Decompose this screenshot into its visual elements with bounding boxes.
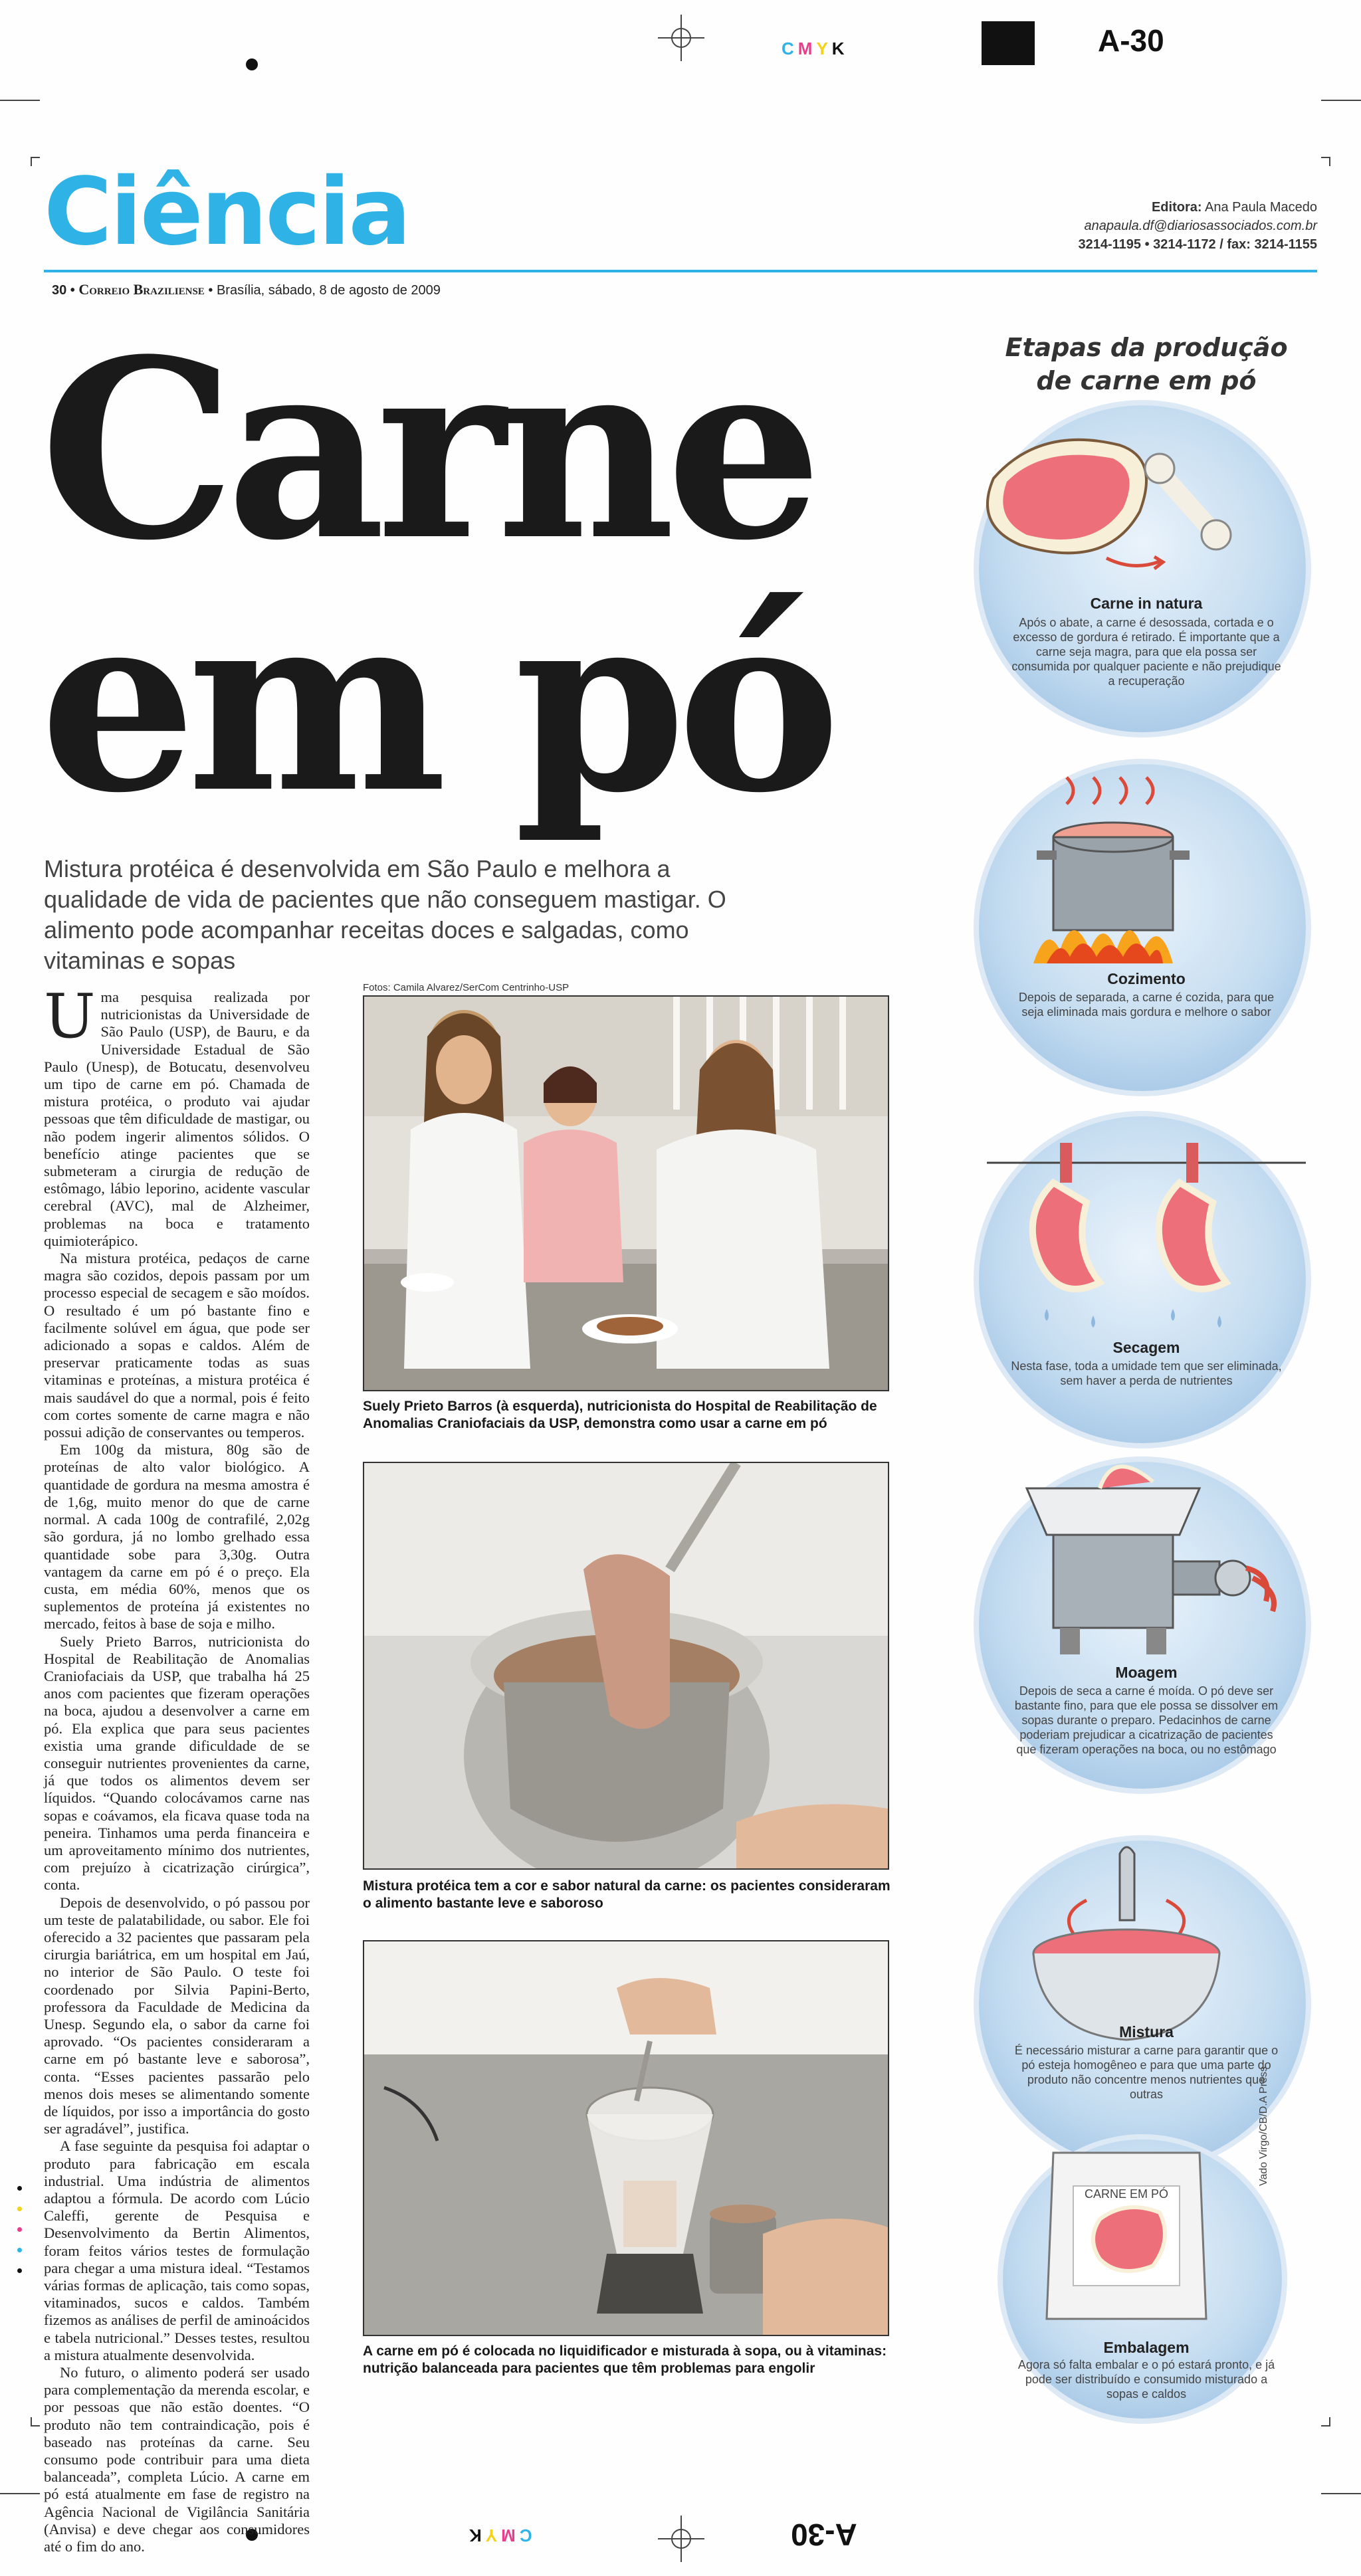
date: • Brasília, sábado, 8 de agosto de 2009: [208, 283, 441, 298]
registration-mark-icon: [658, 2516, 704, 2562]
step-cozimento: [960, 764, 1332, 1096]
cooking-pot-icon: [960, 764, 1332, 1096]
grinder-icon: [960, 1462, 1332, 1821]
paragraph: No futuro, o alimento poderá ser usado para complementação da merenda escolar, e por pessoas que não estão doentes. “O produto não tem contraindicação, pois é baseado nas proteínas da carne. Seu consumo pode contribuir para uma dieta balanceada”, completa Lúcio. A carne em pó está atualmente em fase de registro na Agência Nacional de Vigilância Sanitária (Anvisa) e deve chegar aos consumidores até o fim do ano.: [44, 2364, 310, 2555]
paragraph: Suely Prieto Barros, nutricionista do Hospital de Reabilitação de Anomalias Craniofaciais da USP, que trabalha há 25 anos com pacientes que fizeram operações na boca, ajudou a desenvolver a carne em pó. Ela explica que para seus pacientes existia uma grande dificuldade de se conseguir nutrientes provenientes da carne, já que todos os alimentos devem ser líquidos. “Quando colocávamos carne nas sopas e coávamos, ela ficava quase toda na peneira. Tinhamos uma perda financeira e um aproveitamento mínimo dos nutrientes, com prejuízo à cicatrização cirúrgica”, conta.: [44, 1633, 310, 1894]
step-text: É necessário misturar a carne para garantir que o pó esteja homogêneo e para que uma parte do produto não concentre menos nutrientes que outras: [1014, 2044, 1279, 2101]
editor-phones: 3214-1195 • 3214-1172 / fax: 3214-1155: [1078, 237, 1317, 252]
cmyk-k: K: [831, 39, 849, 58]
step-text: Após o abate, a carne é desossada, cortada e o excesso de gordura é retirado. É importante que a carne seja magra, para que ela possa ser consumida por qualquer paciente e não prejudique a recuperação: [1011, 616, 1281, 688]
step-title: Carne in natura: [1090, 595, 1203, 612]
paragraph-text: ma pesquisa realizada por nutricionistas da Universidade de São Paulo (USP), de Bauru, e da Universidade Estadual de São Paulo (Unesp), de Botucatu, desenvolveu um tipo de carne em pó. Chamada de mistura protéica, o produto vai ajudar pessoas que têm dificuldade de mastigar, ou não podem ingerir alimentos sólidos. O benefício atinge pacientes que se submeteram a cirurgia de redução de estômago, lábio leporino, acidente vascular cerebral (AVC), mal de Alzheimer, problemas na boca e tratamento quimioterápico.: [44, 989, 310, 1249]
color-bar-black: [982, 21, 1035, 65]
crop-mark: [0, 100, 40, 101]
headline-line-2: em pó: [40, 559, 832, 847]
step-embalagem: [960, 2139, 1332, 2425]
cmyk-marks-bottom: [465, 2525, 532, 2545]
crop-mark: [31, 157, 40, 158]
editor-line: [1078, 198, 1317, 217]
photo-nutritionists: [363, 995, 889, 1391]
section-title: Ciência: [44, 158, 409, 266]
step-mistura: [960, 1840, 1332, 2173]
step-moagem: [960, 1462, 1332, 1821]
side-marks: [17, 2186, 23, 2279]
step-secagem: [960, 1116, 1332, 1448]
editor-label: Editora:: [1151, 200, 1202, 215]
drop-cap: U: [44, 981, 96, 1052]
page-label-bottom: A-30: [791, 2518, 857, 2552]
registration-mark-icon: [658, 15, 704, 61]
editor-email: anapaula.df@diariosassociados.com.br: [1084, 219, 1317, 233]
page-label-top: A-30: [1098, 23, 1164, 58]
photo-caption-2: Mistura protéica tem a cor e sabor natural da carne: os pacientes consideraram o alimento bastante leve e saboroso: [363, 1878, 890, 1911]
photo-caption-1: Suely Prieto Barros (à esquerda), nutricionista do Hospital de Reabilitação de Anomalias Craniofaciais da USP, demonstra como usar a carne em pó: [363, 1399, 877, 1431]
headline-line-1: Carne: [40, 306, 813, 595]
crop-mark: [1321, 100, 1361, 101]
cmyk-c: C: [782, 39, 798, 58]
step-title: Moagem: [1115, 1664, 1178, 1681]
step-title: Secagem: [1112, 1339, 1180, 1356]
photo-powder-illustration: [364, 1463, 888, 1868]
crop-mark: [0, 2493, 40, 2494]
cmyk-marks: [782, 39, 849, 59]
cmyk-m: M: [797, 39, 817, 58]
step-title: Mistura: [1119, 2023, 1174, 2040]
package-label: CARNE EM PÓ: [1084, 2187, 1169, 2201]
newspaper-name: Correio Braziliense: [78, 281, 205, 298]
infographic: [960, 319, 1332, 2425]
crop-mark: [31, 2425, 40, 2427]
step-text: Depois de separada, a carne é cozida, para que seja eliminada mais gordura e melhore o sabor: [1018, 991, 1275, 1019]
photo-nutritionists-illustration: [364, 997, 888, 1390]
infographic-title-line-2: de carne em pó: [1036, 366, 1257, 395]
photo-blender-illustration: [364, 1941, 888, 2335]
page-number: 30 •: [52, 283, 75, 298]
editor-box: [1078, 198, 1317, 254]
step-text: Depois de seca a carne é moída. O pó deve ser bastante fino, para que ele possa se dissolver em sopas durante o preparo. Pedacinhos de carne poderiam prejudicar a cicatrização de pacientes que fizeram operações na boca, ou no estômago: [1014, 1684, 1279, 1756]
crop-mark: [1321, 2493, 1361, 2494]
paragraph: Depois de desenvolvido, o pó passou por um teste de palatabilidade, ou sabor. Ele foi oferecido a 32 pacientes que passaram pela cirurgia bariátrica, em um hospital em Jaú, no interior de São Paulo. O teste foi coordenado por Silvia Papini-Berto, professora da Faculdade de Medicina da Unesp. Segundo ela, o sabor da carne foi aprovado. “Os pacientes consideraram a carne em pó bastante leve e saborosa”, conta. “Esses pacientes passarão pelo menos dois meses se alimentando somente de líquidos, por isso a importância do gosto ser agradável”, justifica.: [44, 1894, 310, 2137]
step-text: Nesta fase, toda a umidade tem que ser eliminada, sem haver a perda de nutrientes: [1011, 1359, 1282, 1387]
step-title: Cozimento: [1107, 970, 1186, 987]
paragraph: Em 100g da mistura, 80g são de proteínas de alto valor biológico. A quantidade de gordura na mesma amostra é de 1,6g, muito menor do que de carne normal. A cada 100g de contrafilé, 2,02g são gordura, já no lombo grelhado essa quantidade sobe para 3,30g. Outra vantagem da carne em pó é o preço. Ela custa, em média 60%, menos que os suplementos de proteína já existentes no mercado, feitos à base de soja e milho.: [44, 1441, 310, 1633]
drying-meat-icon: [960, 1116, 1332, 1448]
crop-mark: [1321, 157, 1330, 158]
infographic-credit: Vado Virgo/CB/D.A Press: [1258, 2066, 1269, 2186]
step-title: Embalagem: [1103, 2339, 1190, 2356]
photo-blender: [363, 1940, 889, 2336]
article-body: [44, 981, 310, 2555]
section-rule: [44, 270, 1317, 272]
cmyk-y: Y: [816, 39, 832, 58]
crop-mark: [1321, 2425, 1330, 2427]
photo-caption-3: A carne em pó é colocada no liquidificador e misturada à sopa, ou à vitaminas: nutrição balanceada para pacientes que têm problemas para engolir: [363, 2343, 887, 2376]
headline: [40, 306, 917, 847]
infographic-title: [960, 331, 1332, 397]
cmyk-c: C: [515, 2526, 532, 2545]
paragraph: [44, 981, 310, 1250]
mixing-bowl-icon: [960, 1840, 1332, 2173]
cmyk-m: M: [497, 2526, 516, 2545]
deck: Mistura protéica é desenvolvida em São Paulo e melhora a qualidade de vida de pacientes que não conseguem mastigar. O alimento pode acompanhar receitas doces e salgadas, como vitaminas e sopas: [44, 855, 726, 974]
photo-credit: Fotos: Camila Alvarez/SerCom Centrinho-USP: [363, 982, 570, 993]
paragraph: A fase seguinte da pesquisa foi adaptar o produto para fabricação em escala industrial. Uma indústria de alimentos adaptou a fórmula. De acordo com Lúcio Caleffi, gerente de Pesquisa e Desenvolvimento da Bertin Alimentos, foram feitos vários testes de formulação para chegar a uma mistura ideal. “Testamos várias formas de aplicação, tais como sopas, vitaminados, sucos e caldos. Também fizemos as análises de perfil de aminoácidos e tabela nutricional.” Desses testes, resultou a mistura atualmente desenvolvida.: [44, 2137, 310, 2363]
infographic-title-line-1: Etapas da produção: [1005, 333, 1288, 362]
photo-powder-bowl: [363, 1462, 889, 1870]
cmyk-k: K: [465, 2526, 482, 2545]
step-text: Agora só falta embalar e o pó estará pronto, e já pode ser distribuído e consumido misturado a sopas e caldos: [1017, 2358, 1275, 2401]
editor-name: Ana Paula Macedo: [1204, 200, 1317, 215]
step-carne-in-natura: [960, 405, 1332, 738]
registration-dot: [246, 58, 258, 70]
dateline: [52, 281, 441, 298]
crop-mark: [1329, 157, 1330, 166]
crop-mark: [31, 157, 32, 166]
cmyk-y: Y: [481, 2526, 498, 2545]
paragraph: Na mistura protéica, pedaços de carne magra são cozidos, depois passam por um processo especial de secagem e são moídos. O resultado é um pó bastante fino e facilmente solúvel em água, que pode ser adicionado a sopas e caldos. Além de preservar praticamente todas as suas vitaminas e proteínas, a mistura protéica é mais saudável do que a normal, pois é feito com cortes somente de carne magra e não possui adição de conservantes ou temperos.: [44, 1250, 310, 1441]
